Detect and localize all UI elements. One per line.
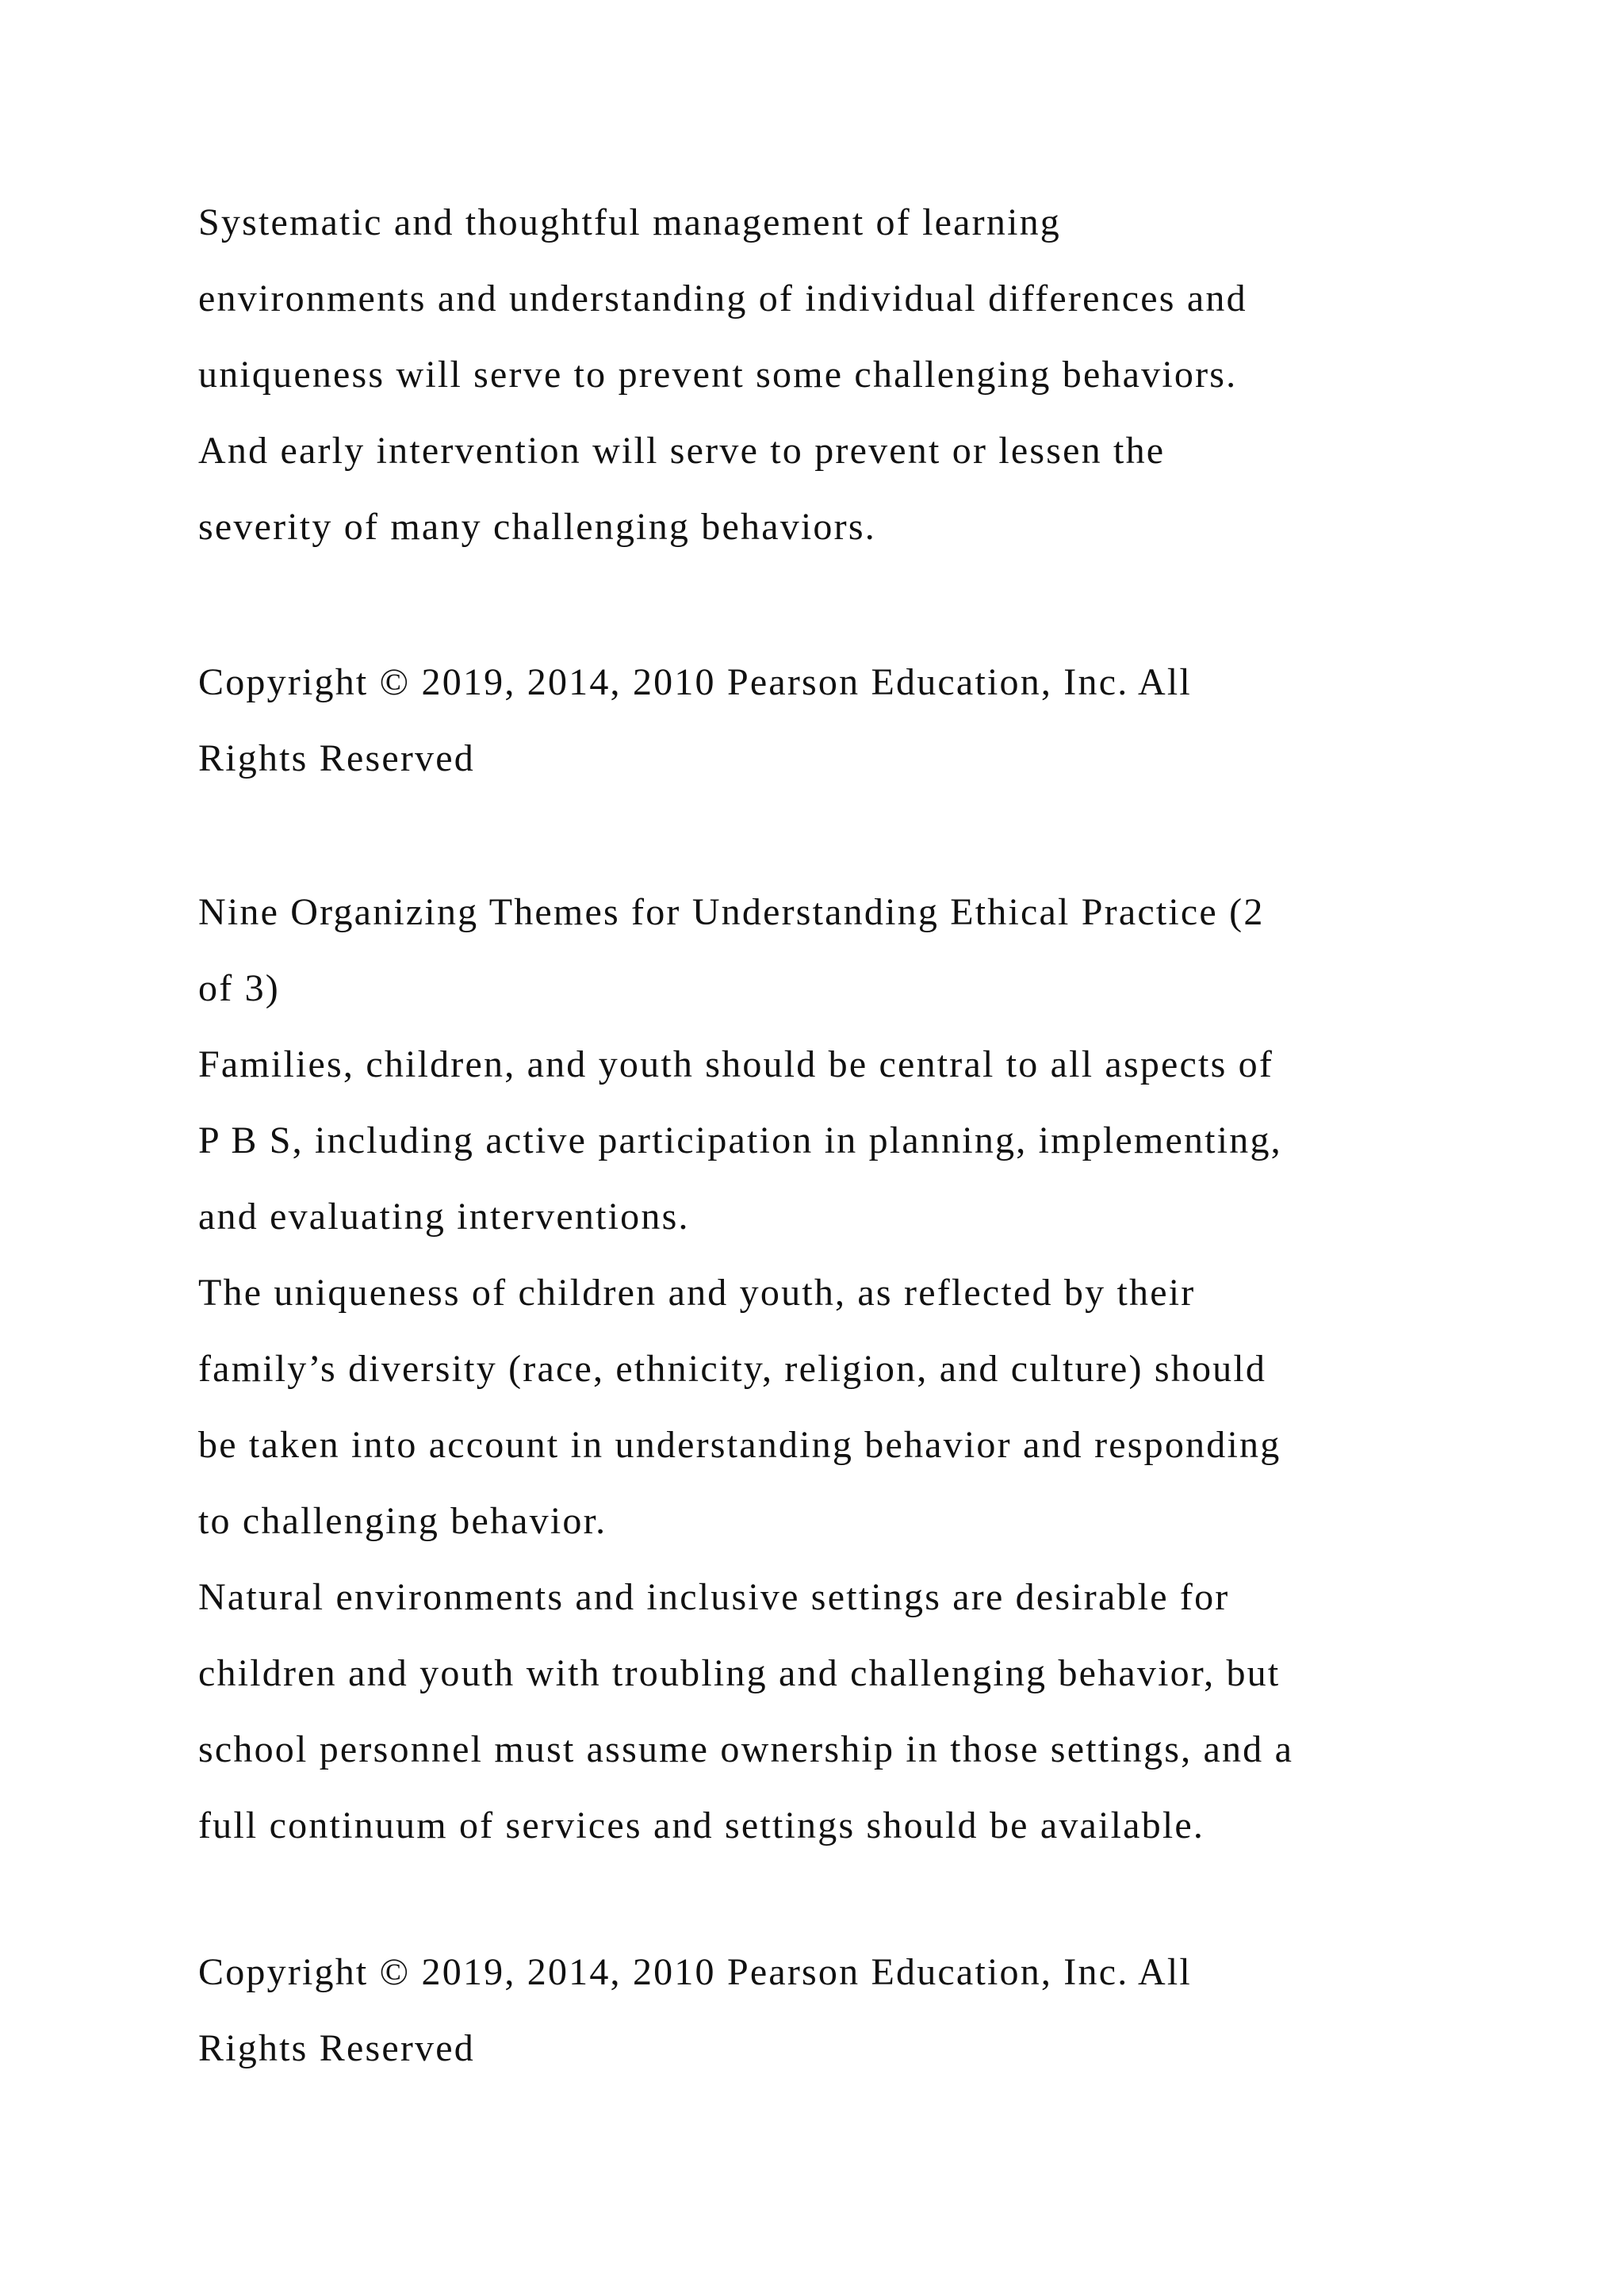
text-line: be taken into account in understanding behavior and responding [198,1424,1281,1466]
text-line: Systematic and thoughtful management of learning [198,201,1062,243]
section-organizing-themes [198,874,1530,1864]
copyright-notice [198,1934,1530,2087]
text-line: Rights Reserved [198,737,475,779]
text-line: school personnel must assume ownership in those settings, and a [198,1728,1294,1770]
text-line: And early intervention will serve to prevent or lessen the [198,430,1166,472]
text-line: Rights Reserved [198,2027,475,2069]
text-line: severity of many challenging behaviors. [198,506,876,548]
text-line: environments and understanding of individual differences and [198,277,1247,320]
text-line: P B S, including active participation in planning, implementing, [198,1119,1282,1161]
text-line: full continuum of services and settings should be available. [198,1804,1205,1846]
section-title-line: Nine Organizing Themes for Understanding Ethical Practice (2 [198,891,1265,933]
text-line: Copyright © 2019, 2014, 2010 Pearson Education, Inc. All [198,661,1192,703]
text-line: uniqueness will serve to prevent some challenging behaviors. [198,354,1238,396]
text-line: family’s diversity (race, ethnicity, religion, and culture) should [198,1348,1267,1390]
text-line: children and youth with troubling and challenging behavior, but [198,1652,1281,1694]
section-title-line: of 3) [198,967,280,1009]
copyright-notice [198,645,1530,797]
paragraph-prevention [198,185,1530,565]
text-line: Families, children, and youth should be central to all aspects of [198,1043,1274,1085]
text-line: The uniqueness of children and youth, as reflected by their [198,1272,1196,1314]
text-line: Natural environments and inclusive settings are desirable for [198,1576,1230,1618]
text-line: to challenging behavior. [198,1500,607,1542]
text-line: and evaluating interventions. [198,1196,690,1238]
text-line: Copyright © 2019, 2014, 2010 Pearson Education, Inc. All [198,1951,1192,1993]
